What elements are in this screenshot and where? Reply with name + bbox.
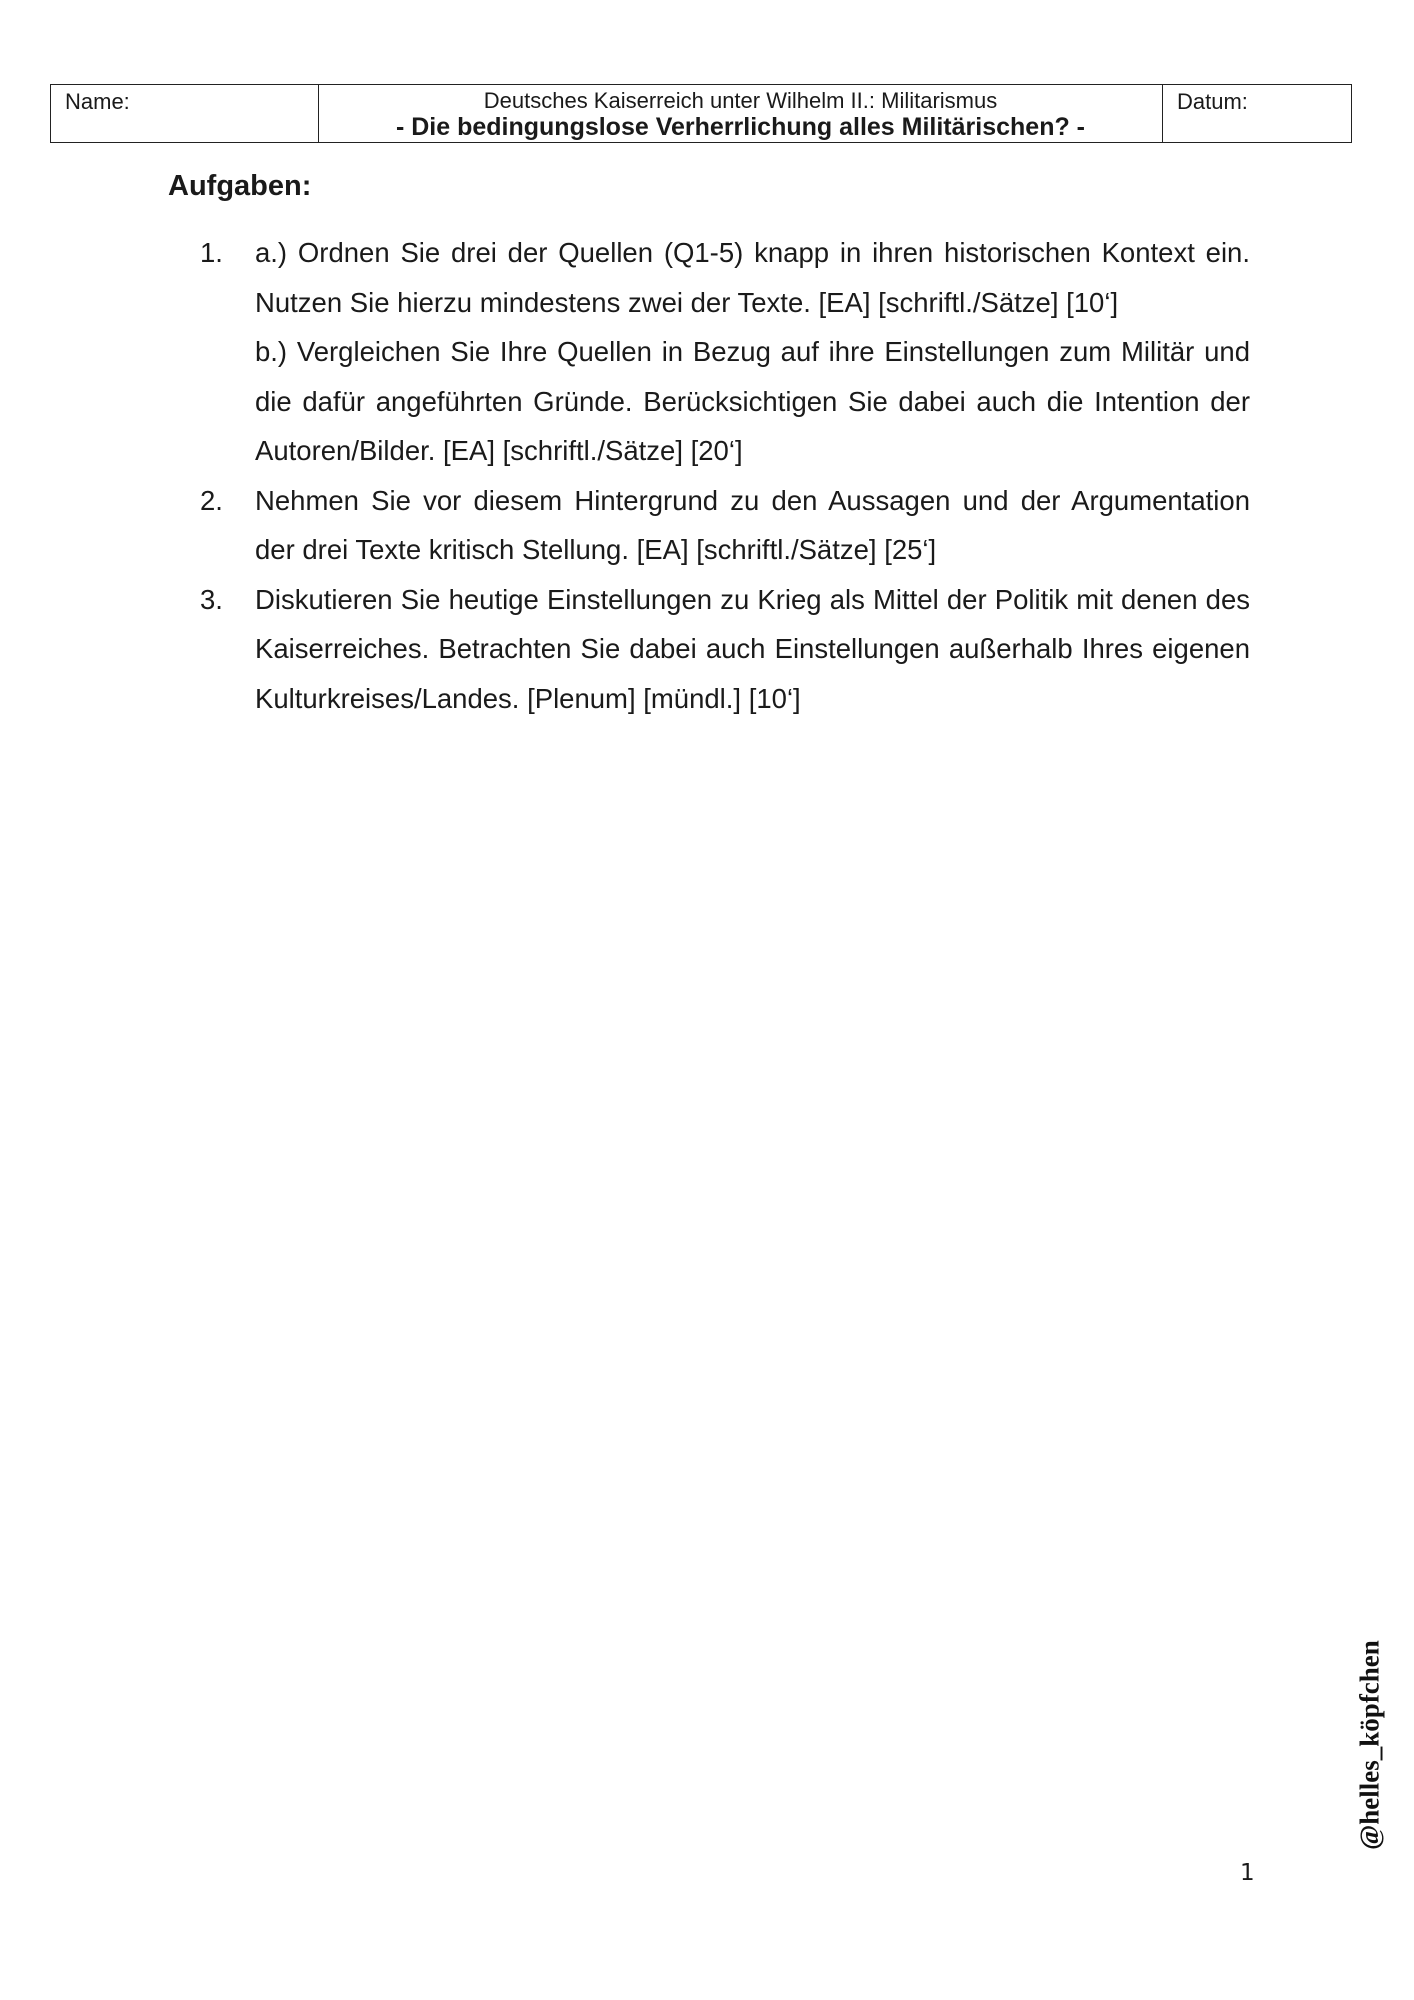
- task-text: [255, 476, 1250, 575]
- name-field: [51, 85, 319, 143]
- watermark: @helles_köpfchen: [1354, 1640, 1385, 1850]
- task-item-2: [200, 476, 1250, 575]
- task-text: [255, 228, 1250, 476]
- topic-title: Deutsches Kaiserreich unter Wilhelm II.: Militarismus: [483, 88, 998, 113]
- task-number: 1.: [200, 237, 223, 268]
- task-number: 3.: [200, 583, 223, 615]
- task-part: Diskutieren Sie heutige Einstellungen zu Krieg als Mittel der Politik mit denen des Kaiserreiches. Betrachten Sie dabei auch Einstellungen außerhalb Ihres eigenen Kulturkreises/Landes. [Plenum] [mündl.] [10‘]: [255, 583, 1250, 714]
- task-part-b: b.) Vergleichen Sie Ihre Quellen in Bezug auf ihre Einstellungen zum Militär und die dafür angeführten Gründe. Berücksichtigen Sie dabei auch die Intention der Autoren/Bilder. [EA] [schriftl./Sätze] [20‘]: [255, 336, 1250, 466]
- task-item-3: [200, 575, 1250, 724]
- task-item-1: [200, 228, 1250, 476]
- task-part-a: a.) Ordnen Sie drei der Quellen (Q1-5) knapp in ihren historischen Kontext ein. Nutzen Sie hierzu mindestens zwei der Texte. [EA] [schriftl./Sätze] [10‘]: [255, 237, 1250, 318]
- page-number: 1: [1240, 1860, 1255, 1886]
- task-number: 2.: [200, 484, 223, 516]
- worksheet-subtitle: - Die bedingungslose Verherrlichung alles Militärischen? -: [395, 113, 1086, 141]
- task-text: [255, 575, 1250, 724]
- date-label: Datum:: [1177, 89, 1248, 114]
- title-cell: [319, 85, 1163, 143]
- name-label: Name:: [65, 89, 130, 114]
- date-field: [1163, 85, 1352, 143]
- task-part: Nehmen Sie vor diesem Hintergrund zu den Aussagen und der Argumentation der drei Texte kritisch Stellung. [EA] [schriftl./Sätze] [25‘]: [255, 484, 1250, 565]
- worksheet-header: [50, 84, 1352, 143]
- section-title: Aufgaben:: [168, 170, 312, 202]
- task-list: [200, 228, 1250, 723]
